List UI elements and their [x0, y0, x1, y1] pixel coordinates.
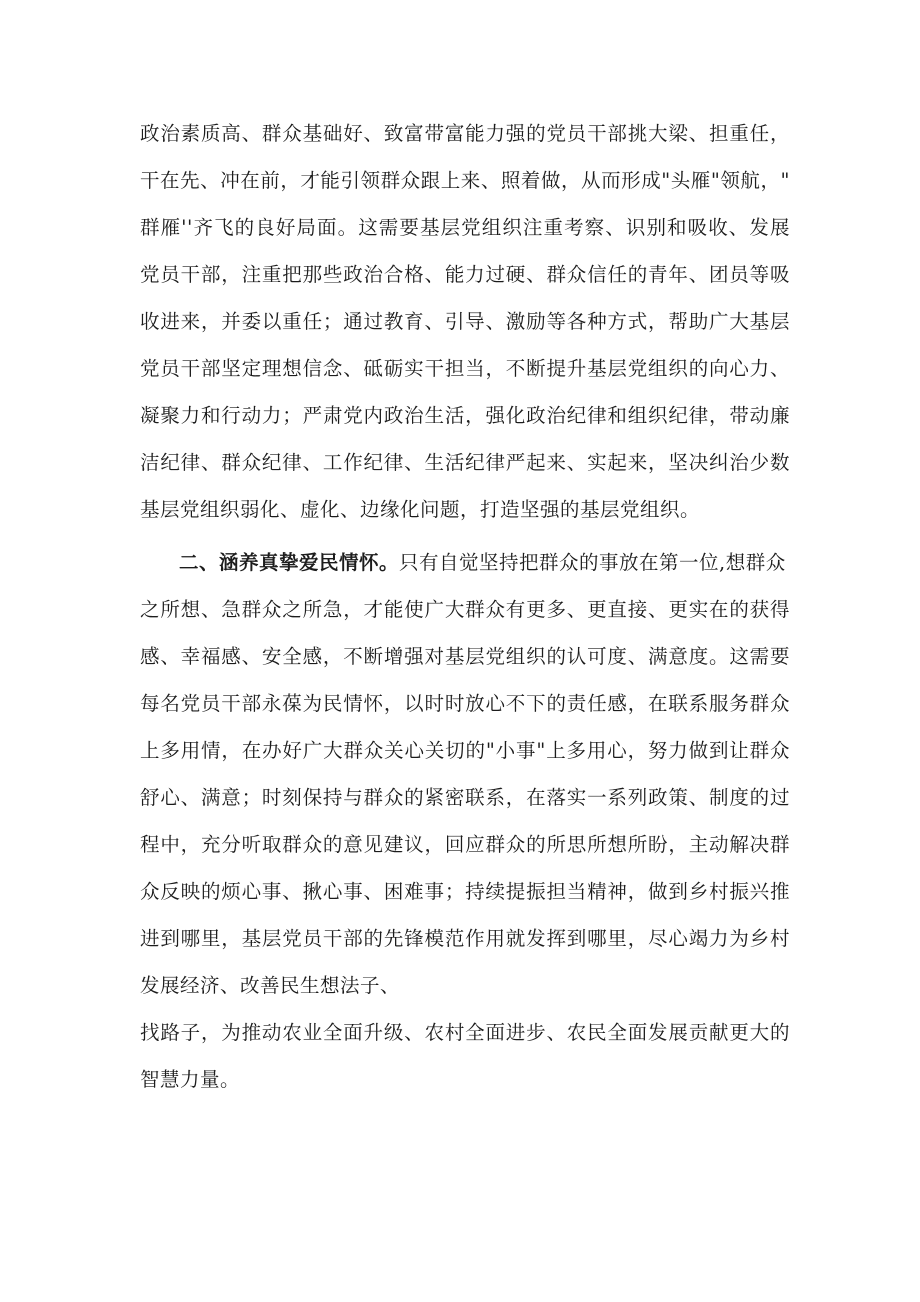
- text-line: 之所想、急群众之所急，才能使广大群众有更多、更直接、更实在的获得: [140, 598, 790, 621]
- text-line: 凝聚力和行动力；严肃党内政治生活，强化政治纪律和组织纪律，带动廉: [140, 404, 790, 427]
- text-line: 上多用情，在办好广大群众关心关切的"小事"上多用心，努力做到让群众: [140, 739, 790, 762]
- text-line: 发展经济、改善民生想法子、: [140, 974, 401, 997]
- text-line: 政治素质高、群众基础好、致富带富能力强的党员干部挑大梁、担重任，: [140, 122, 790, 145]
- text-line: 收进来，并委以重任；通过教育、引导、激励等各种方式，帮助广大基层: [140, 310, 790, 333]
- text-line: 众反映的烦心事、揪心事、困难事；持续提振担当精神，做到乡村振兴推: [140, 880, 790, 903]
- text-line: 进到哪里，基层党员干部的先锋模范作用就发挥到哪里，尽心竭力为乡村: [140, 927, 790, 950]
- text-run: 只有自觉坚持把群众的事放在第一位,想群众: [399, 551, 786, 574]
- paragraph-love-for-people: [140, 539, 790, 1103]
- text-line: 洁纪律、群众纪律、工作纪律、生活纪律严起来、实起来，坚决纠治少数: [140, 451, 790, 474]
- text-line: 程中，充分听取群众的意见建议，回应群众的所思所想所盼，主动解决群: [140, 833, 790, 856]
- text-line: 感、幸福感、安全感，不断增强对基层党组织的认可度、满意度。这需要: [140, 645, 790, 668]
- text-line: 干在先、冲在前，才能引领群众跟上来、照着做，从而形成"头雁"领航，": [140, 169, 790, 192]
- text-line: 每名党员干部永葆为民情怀，以时时放心不下的责任感，在联系服务群众: [140, 692, 790, 715]
- text-line: 找路子，为推动农业全面升级、农村全面进步、农民全面发展贡献更大的: [140, 1021, 790, 1044]
- text-line: 智慧力量。: [140, 1068, 241, 1091]
- section-heading: 二、涵养真挚爱民情怀。: [179, 551, 400, 574]
- paragraph-party-cadres: [140, 110, 790, 533]
- text-line-first: [140, 539, 790, 586]
- text-line: 群雁''齐飞的良好局面。这需要基层党组织注重考察、识别和吸收、发展: [140, 216, 790, 239]
- text-line: 党员干部，注重把那些政治合格、能力过硬、群众信任的青年、团员等吸: [140, 263, 790, 286]
- text-line: 党员干部坚定理想信念、砥砺实干担当，不断提升基层党组织的向心力、: [140, 357, 790, 380]
- document-body: [140, 110, 790, 1103]
- text-line: 基层党组织弱化、虚化、边缘化问题，打造坚强的基层党组织。: [140, 498, 701, 521]
- text-line: 舒心、满意；时刻保持与群众的紧密联系，在落实一系列政策、制度的过: [140, 786, 790, 809]
